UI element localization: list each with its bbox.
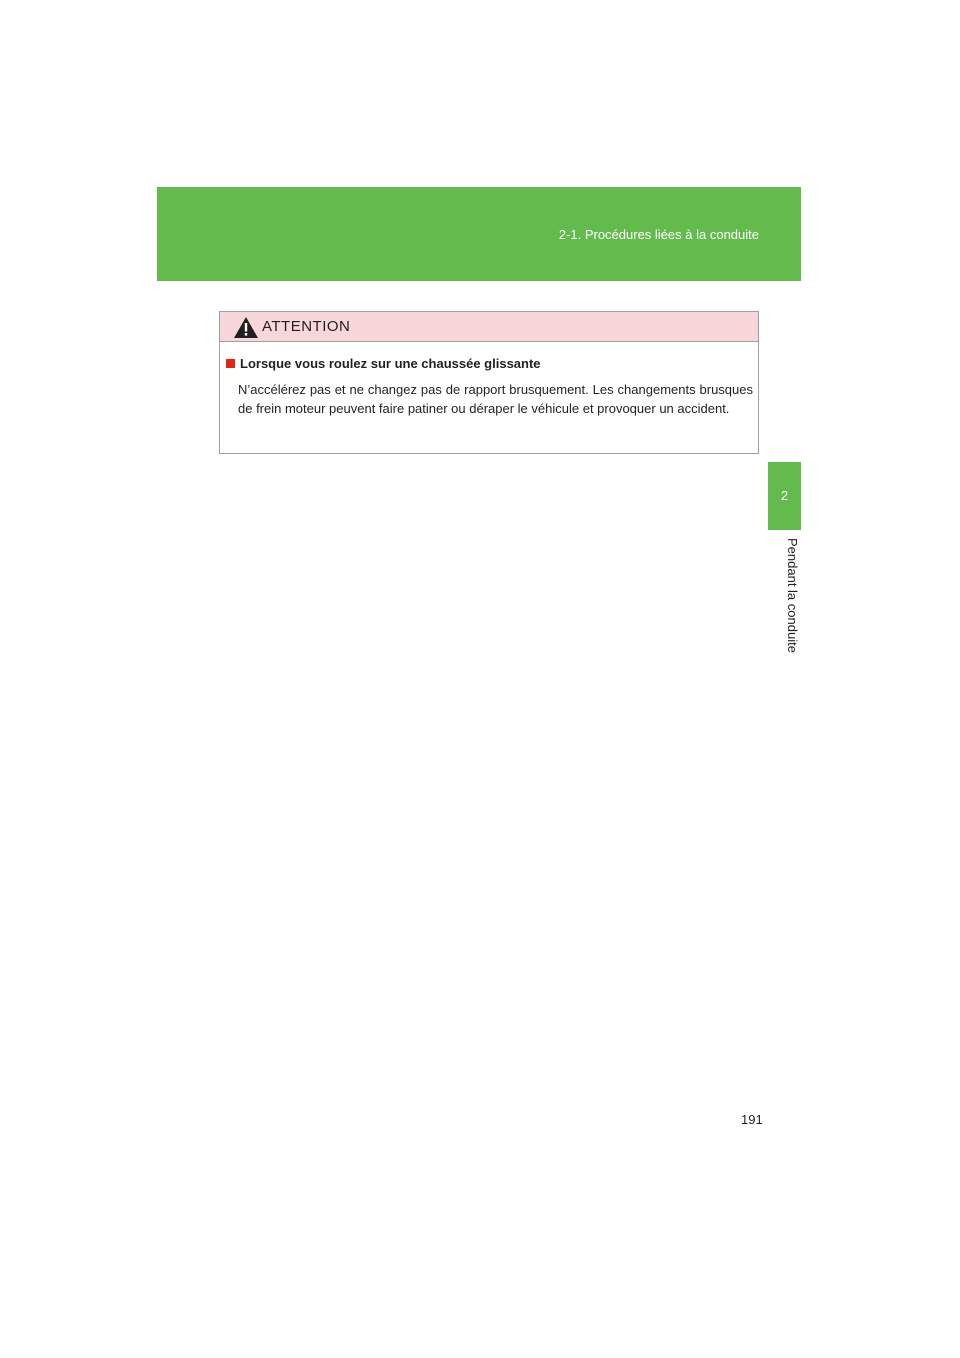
chapter-title: Pendant la conduite [785,538,800,653]
bullet-square-icon [226,359,235,368]
page-number: 191 [741,1112,763,1127]
section-title: 2-1. Procédures liées à la conduite [558,227,759,242]
header-band [157,187,801,281]
caution-body: N’accélérez pas et ne changez pas de rapport brusquement. Les changements brusques de frein moteur peuvent faire patiner ou déraper le véhicule et provoquer un accident. [238,382,753,416]
caution-box [219,311,759,454]
chapter-number: 2 [780,488,789,503]
caution-label: ATTENTION [262,318,351,335]
chapter-tab [768,462,801,530]
caution-item-title-text: Lorsque vous roulez sur une chaussée glissante [240,356,541,371]
caution-item-title [226,356,541,371]
caution-header [220,312,758,342]
warning-triangle-icon [234,317,258,338]
